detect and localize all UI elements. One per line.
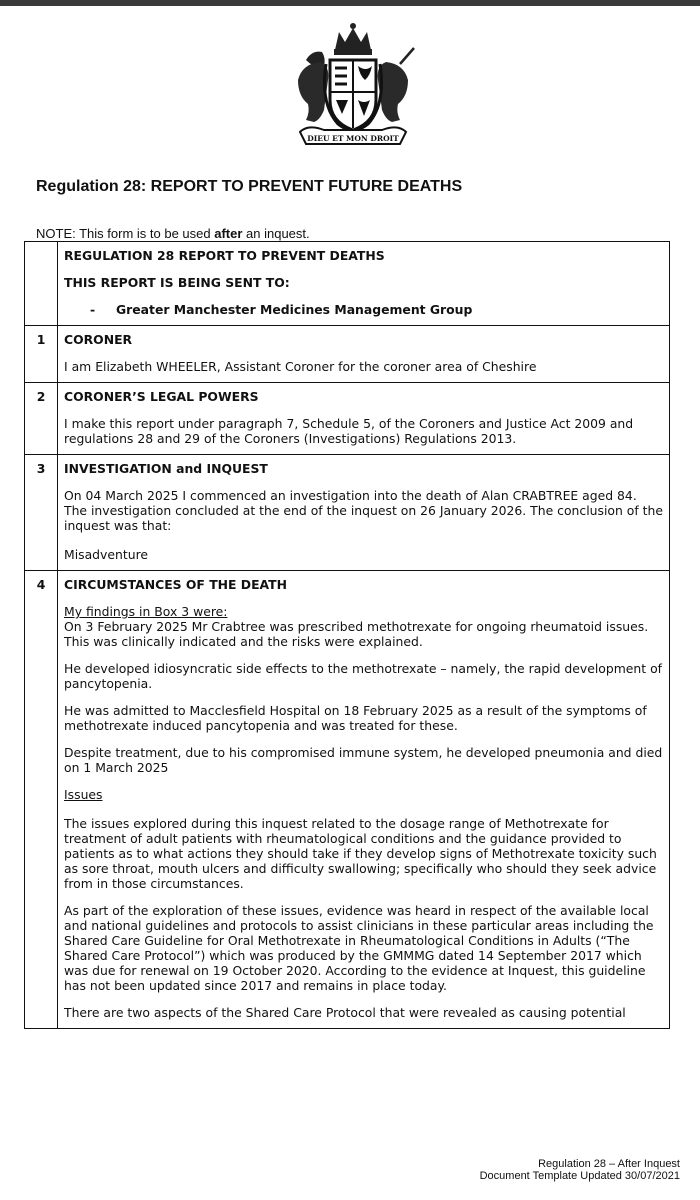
note-suffix: an inquest. (242, 226, 310, 241)
section-heading: CORONER (64, 332, 133, 347)
report-header-row (25, 242, 670, 326)
section-row-coroner (25, 326, 670, 383)
section-text: I am Elizabeth WHEELER, Assistant Coroner for the coroner area of Cheshire (64, 359, 537, 374)
header-number-cell (25, 242, 58, 326)
section-number: 2 (25, 383, 58, 455)
findings-paragraph: He developed idiosyncratic side effects to the methotrexate – namely, the rapid development of pancytopenia. (64, 661, 663, 691)
section-number: 3 (25, 455, 58, 571)
issues-paragraph: As part of the exploration of these issues, evidence was heard in respect of the available local and national guidelines and protocols to assist clinicians in these particular areas including the Shared Care Guideline for Oral Methotrexate in Rheumatological Conditions in Adults (“The Shared Care Protocol”) which was produced by the GMMMG dated 14 September 2017 which was due for renewal on 19 October 2020. According to the evidence at Inquest, this guideline has not been updated since 2017 and remains in place today. (64, 903, 654, 993)
recipient-name: Greater Manchester Medicines Management Group (116, 302, 473, 317)
section-number: 4 (25, 571, 58, 1029)
findings-paragraph: Despite treatment, due to his compromised immune system, he developed pneumonia and died on 1 March 2025 (64, 745, 663, 775)
note-prefix: NOTE: This form is to be used (36, 226, 215, 241)
section-row-investigation (25, 455, 670, 571)
inquest-conclusion: Misadventure (64, 547, 149, 562)
issues-label: Issues (64, 787, 103, 802)
section-content (58, 455, 670, 571)
footer-regulation: Regulation 28 – After Inquest (538, 1158, 680, 1170)
findings-label: My findings in Box 3 were: (64, 604, 228, 619)
sent-to-label: THIS REPORT IS BEING SENT TO: (64, 275, 290, 290)
header-content-cell (58, 242, 670, 326)
section-text: I make this report under paragraph 7, Schedule 5, of the Coroners and Justice Act 2009 and regulations 28 and 29 of the Coroners (Investigations) Regulations 2013. (64, 416, 634, 446)
section-content (58, 571, 670, 1029)
section-row-legal-powers (25, 383, 670, 455)
report-heading: REGULATION 28 REPORT TO PREVENT DEATHS (64, 248, 385, 263)
section-row-circumstances (25, 571, 670, 1029)
section-heading: INVESTIGATION and INQUEST (64, 461, 268, 476)
recipient-item (64, 302, 663, 317)
section-number: 1 (25, 326, 58, 383)
royal-coat-of-arms-crest (288, 20, 418, 148)
issues-paragraph: The issues explored during this inquest related to the dosage range of Methotrexate for treatment of adult patients with rheumatological conditions and the guidance provided to patients as to what actions they should take if they develop signs of Methotrexate toxicity such as sore throat, mouth ulcers and difficulty swallowing; specifically who should they seek advice from in those circumstances. (64, 816, 657, 891)
crest-motto: DIEU ET MON DROIT (307, 134, 399, 143)
section-content (58, 383, 670, 455)
findings-paragraph: On 3 February 2025 Mr Crabtree was prescribed methotrexate for ongoing rheumatoid issues. This was clinically indicated and the risks were explained. (64, 619, 649, 649)
section-content (58, 326, 670, 383)
issues-paragraph: There are two aspects of the Shared Care Protocol that were revealed as causing potential (64, 1005, 626, 1020)
footer-template-date: Document Template Updated 30/07/2021 (479, 1170, 680, 1182)
section-text: On 04 March 2025 I commenced an investigation into the death of Alan CRABTREE aged 84. The investigation concluded at the end of the inquest on 26 January 2026. The conclusion of the inquest was that: (64, 488, 663, 533)
page-footer (480, 1158, 680, 1182)
form-note (36, 226, 310, 241)
note-emphasis: after (214, 226, 243, 241)
top-edge-bar (0, 0, 700, 6)
report-form-table (24, 241, 670, 1029)
page-title: Regulation 28: REPORT TO PREVENT FUTURE DEATHS (36, 178, 463, 195)
recipient-bullet: - (90, 302, 96, 317)
section-heading: CIRCUMSTANCES OF THE DEATH (64, 577, 288, 592)
section-heading: CORONER’S LEGAL POWERS (64, 389, 259, 404)
findings-paragraph: He was admitted to Macclesfield Hospital on 18 February 2025 as a result of the symptoms of methotrexate induced pancytopenia and was treated for these. (64, 703, 647, 733)
